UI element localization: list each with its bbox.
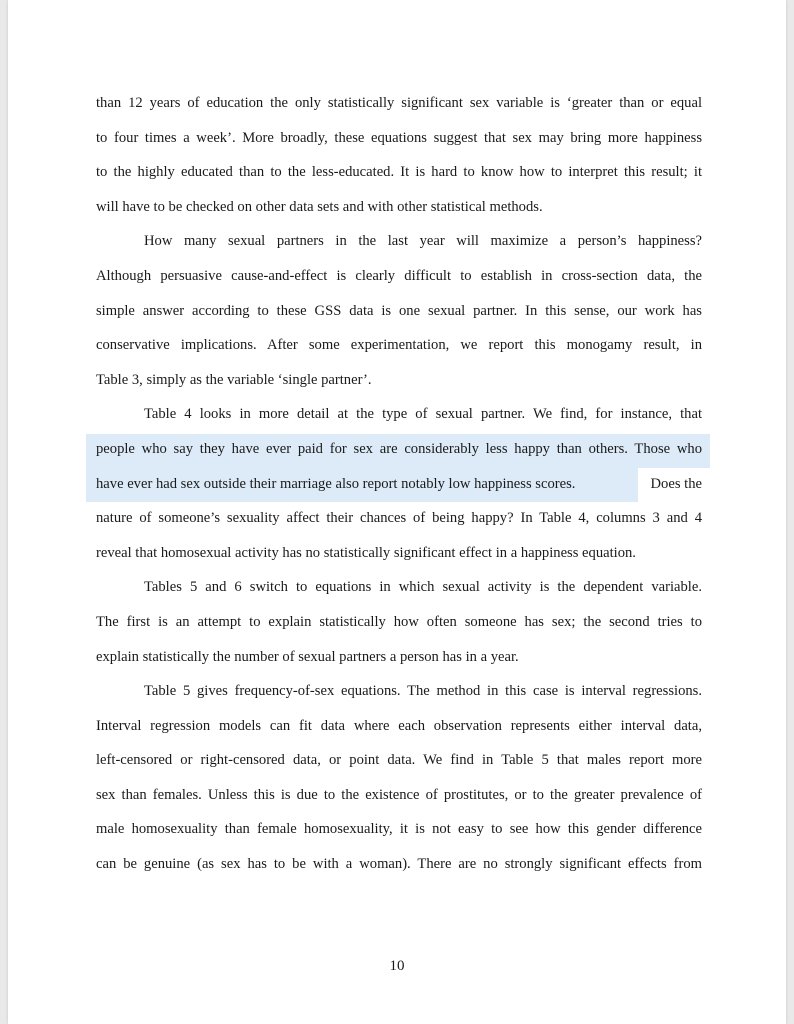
document-body xyxy=(96,88,702,884)
text-line: conservative implications. After some experimentation, we report this monogamy result, in xyxy=(96,337,702,354)
text-line: to the highly educated than to the less-educated. It is hard to know how to interpret this result; it xyxy=(96,164,702,181)
text-line: The first is an attempt to explain statistically how often someone has sex; the second tries to xyxy=(96,613,702,630)
text-line: left-censored or right-censored data, or point data. We find in Table 5 that males report more xyxy=(96,752,702,769)
text-line: than 12 years of education the only statistically significant sex variable is ‘greater than or equal xyxy=(96,95,702,111)
highlighted-text-segment[interactable]: have ever had sex outside their marriage also report notably low happiness scores. xyxy=(96,475,576,492)
text-line: sex than females. Unless this is due to the existence of prostitutes, or to the greater prevalence of xyxy=(96,786,702,803)
text-line: Table 5 gives frequency-of-sex equations. The method in this case is interval regressions. xyxy=(144,683,702,700)
text-line: Although persuasive cause-and-effect is clearly difficult to establish in cross-section data, the xyxy=(96,267,702,284)
text-segment: Does the xyxy=(650,475,702,492)
text-line: explain statistically the number of sexual partners a person has in a year. xyxy=(96,648,519,665)
text-line: simple answer according to these GSS data is one sexual partner. In this sense, our work has xyxy=(96,302,702,319)
text-line: How many sexual partners in the last year will maximize a person’s happiness? xyxy=(144,233,702,250)
text-line: Interval regression models can fit data where each observation represents either interval data, xyxy=(96,717,702,734)
mixed-text-line xyxy=(96,469,702,504)
text-line: reveal that homosexual activity has no statistically significant effect in a happiness equation. xyxy=(96,544,636,561)
text-line: male homosexuality than female homosexuality, it is not easy to see how this gender difference xyxy=(96,821,702,838)
text-line: to four times a week’. More broadly, these equations suggest that sex may bring more happiness xyxy=(96,129,702,146)
text-line: Table 4 looks in more detail at the type of sexual partner. We find, for instance, that xyxy=(144,406,702,423)
text-line: Table 3, simply as the variable ‘single partner’. xyxy=(96,371,372,388)
text-line: nature of someone’s sexuality affect their chances of being happy? In Table 4, columns 3 and 4 xyxy=(96,510,702,527)
page-number: 10 xyxy=(389,958,405,974)
text-line: can be genuine (as sex has to be with a woman). There are no strongly significant effects from xyxy=(96,856,702,873)
text-line: Tables 5 and 6 switch to equations in which sexual activity is the dependent variable. xyxy=(144,579,702,596)
text-line: will have to be checked on other data sets and with other statistical methods. xyxy=(96,198,543,215)
highlighted-text-line[interactable]: people who say they have ever paid for sex are considerably less happy than others. Those who xyxy=(96,440,702,457)
